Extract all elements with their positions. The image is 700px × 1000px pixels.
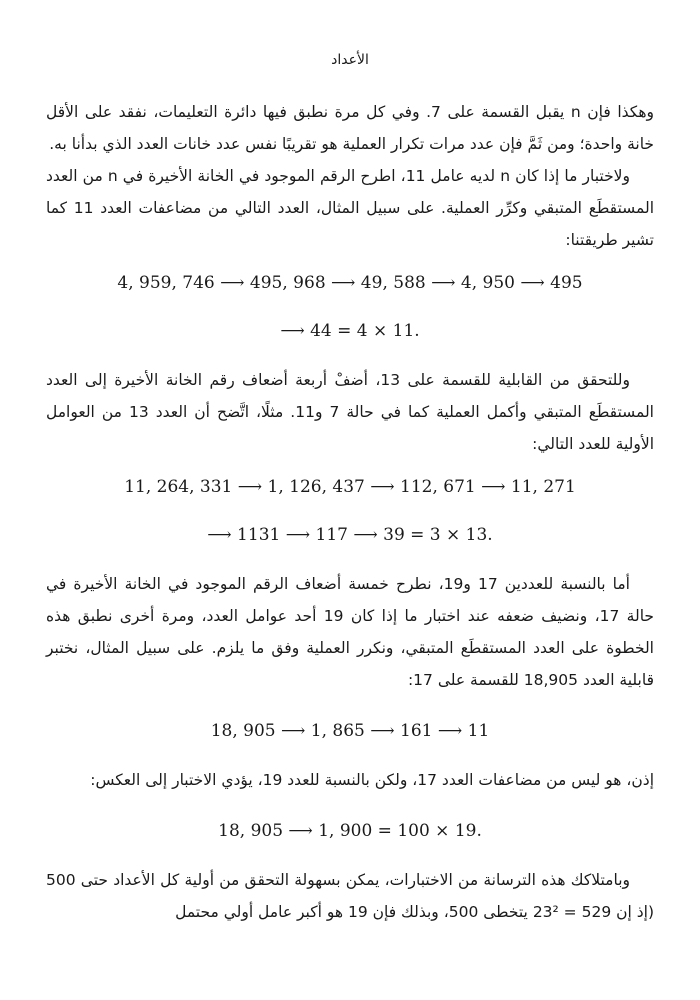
equation-13-line-2: ⟶ 1131 ⟶ 117 ⟶ 39 = 3 × 13. (207, 525, 493, 545)
paragraph-divisibility-13: وللتحقق من القابلية للقسمة على 13، أضفْ أربعة أضعاف رقم الخانة الأخيرة إلى العدد المستقطَع المتبقي وأكمل العملية كما في حالة 7 و11. مثلًا، اتَّضح أن العدد 13 من العوامل الأولية للعدد التالي: (46, 371, 654, 453)
equation-11-line-1: 4, 959, 746 ⟶ 495, 968 ⟶ 49, 588 ⟶ 4, 950 ⟶ 495 (117, 273, 583, 293)
equation-19-test: 18, 905 ⟶ 1, 900 = 100 × 19. (218, 821, 482, 841)
paragraph-divisibility-7-summary: وهكذا فإن n يقبل القسمة على 7. وفي كل مرة نطبق فيها دائرة التعليمات، نفقد على الأقل خانة واحدة؛ ومن ثَمَّ فإن عدد مرات تكرار العملية هو تقريبًا نفس عدد خانات العدد الذي بدأنا به. (46, 103, 655, 153)
equation-13-line-1: 11, 264, 331 ⟶ 1, 126, 437 ⟶ 112, 671 ⟶ 11, 271 (124, 477, 576, 497)
paragraph-divisibility-11: ولاختبار ما إذا كان n لديه عامل 11، اطرح الرقم الموجود في الخانة الأخيرة في n من العدد المستقطَع المتبقي وكرِّر العملية. على سبيل المثال، العدد التالي من مضاعفات العدد 11 كما تشير طريقتنا: (46, 167, 654, 249)
page-body (46, 96, 654, 928)
paragraph-primality-500: وبامتلاكك هذه الترسانة من الاختبارات، يمكن بسهولة التحقق من أولية كل الأعداد حتى 500 (إذ إن 529 = 23² يتخطى 500، وبذلك فإن 19 هو أكبر عامل أولي محتمل (46, 871, 654, 921)
paragraph-divisibility-17-19: أما بالنسبة للعددين 17 و19، نطرح خمسة أضعاف الرقم الموجود في الخانة الأخيرة في حالة 17، ونضيف ضعفه عند اختبار ما إذا كان 19 أحد عوامل العدد، ومرة أخرى نطبق هذه الخطوة على العدد المستقطَع المتبقي، ونكرر العملية وفق ما يلزم. على سبيل المثال، نختبر قابلية العدد 18,905 للقسمة على 17: (46, 575, 655, 689)
paragraph-not-multiple-17: إذن، هو ليس من مضاعفات العدد 17، ولكن بالنسبة للعدد 19، يؤدي الاختبار إلى العكس: (90, 771, 654, 789)
equation-17-test: 18, 905 ⟶ 1, 865 ⟶ 161 ⟶ 11 (210, 721, 490, 741)
equation-11-line-2: ⟶ 44 = 4 × 11. (280, 321, 420, 341)
running-header: الأعداد (331, 52, 369, 68)
